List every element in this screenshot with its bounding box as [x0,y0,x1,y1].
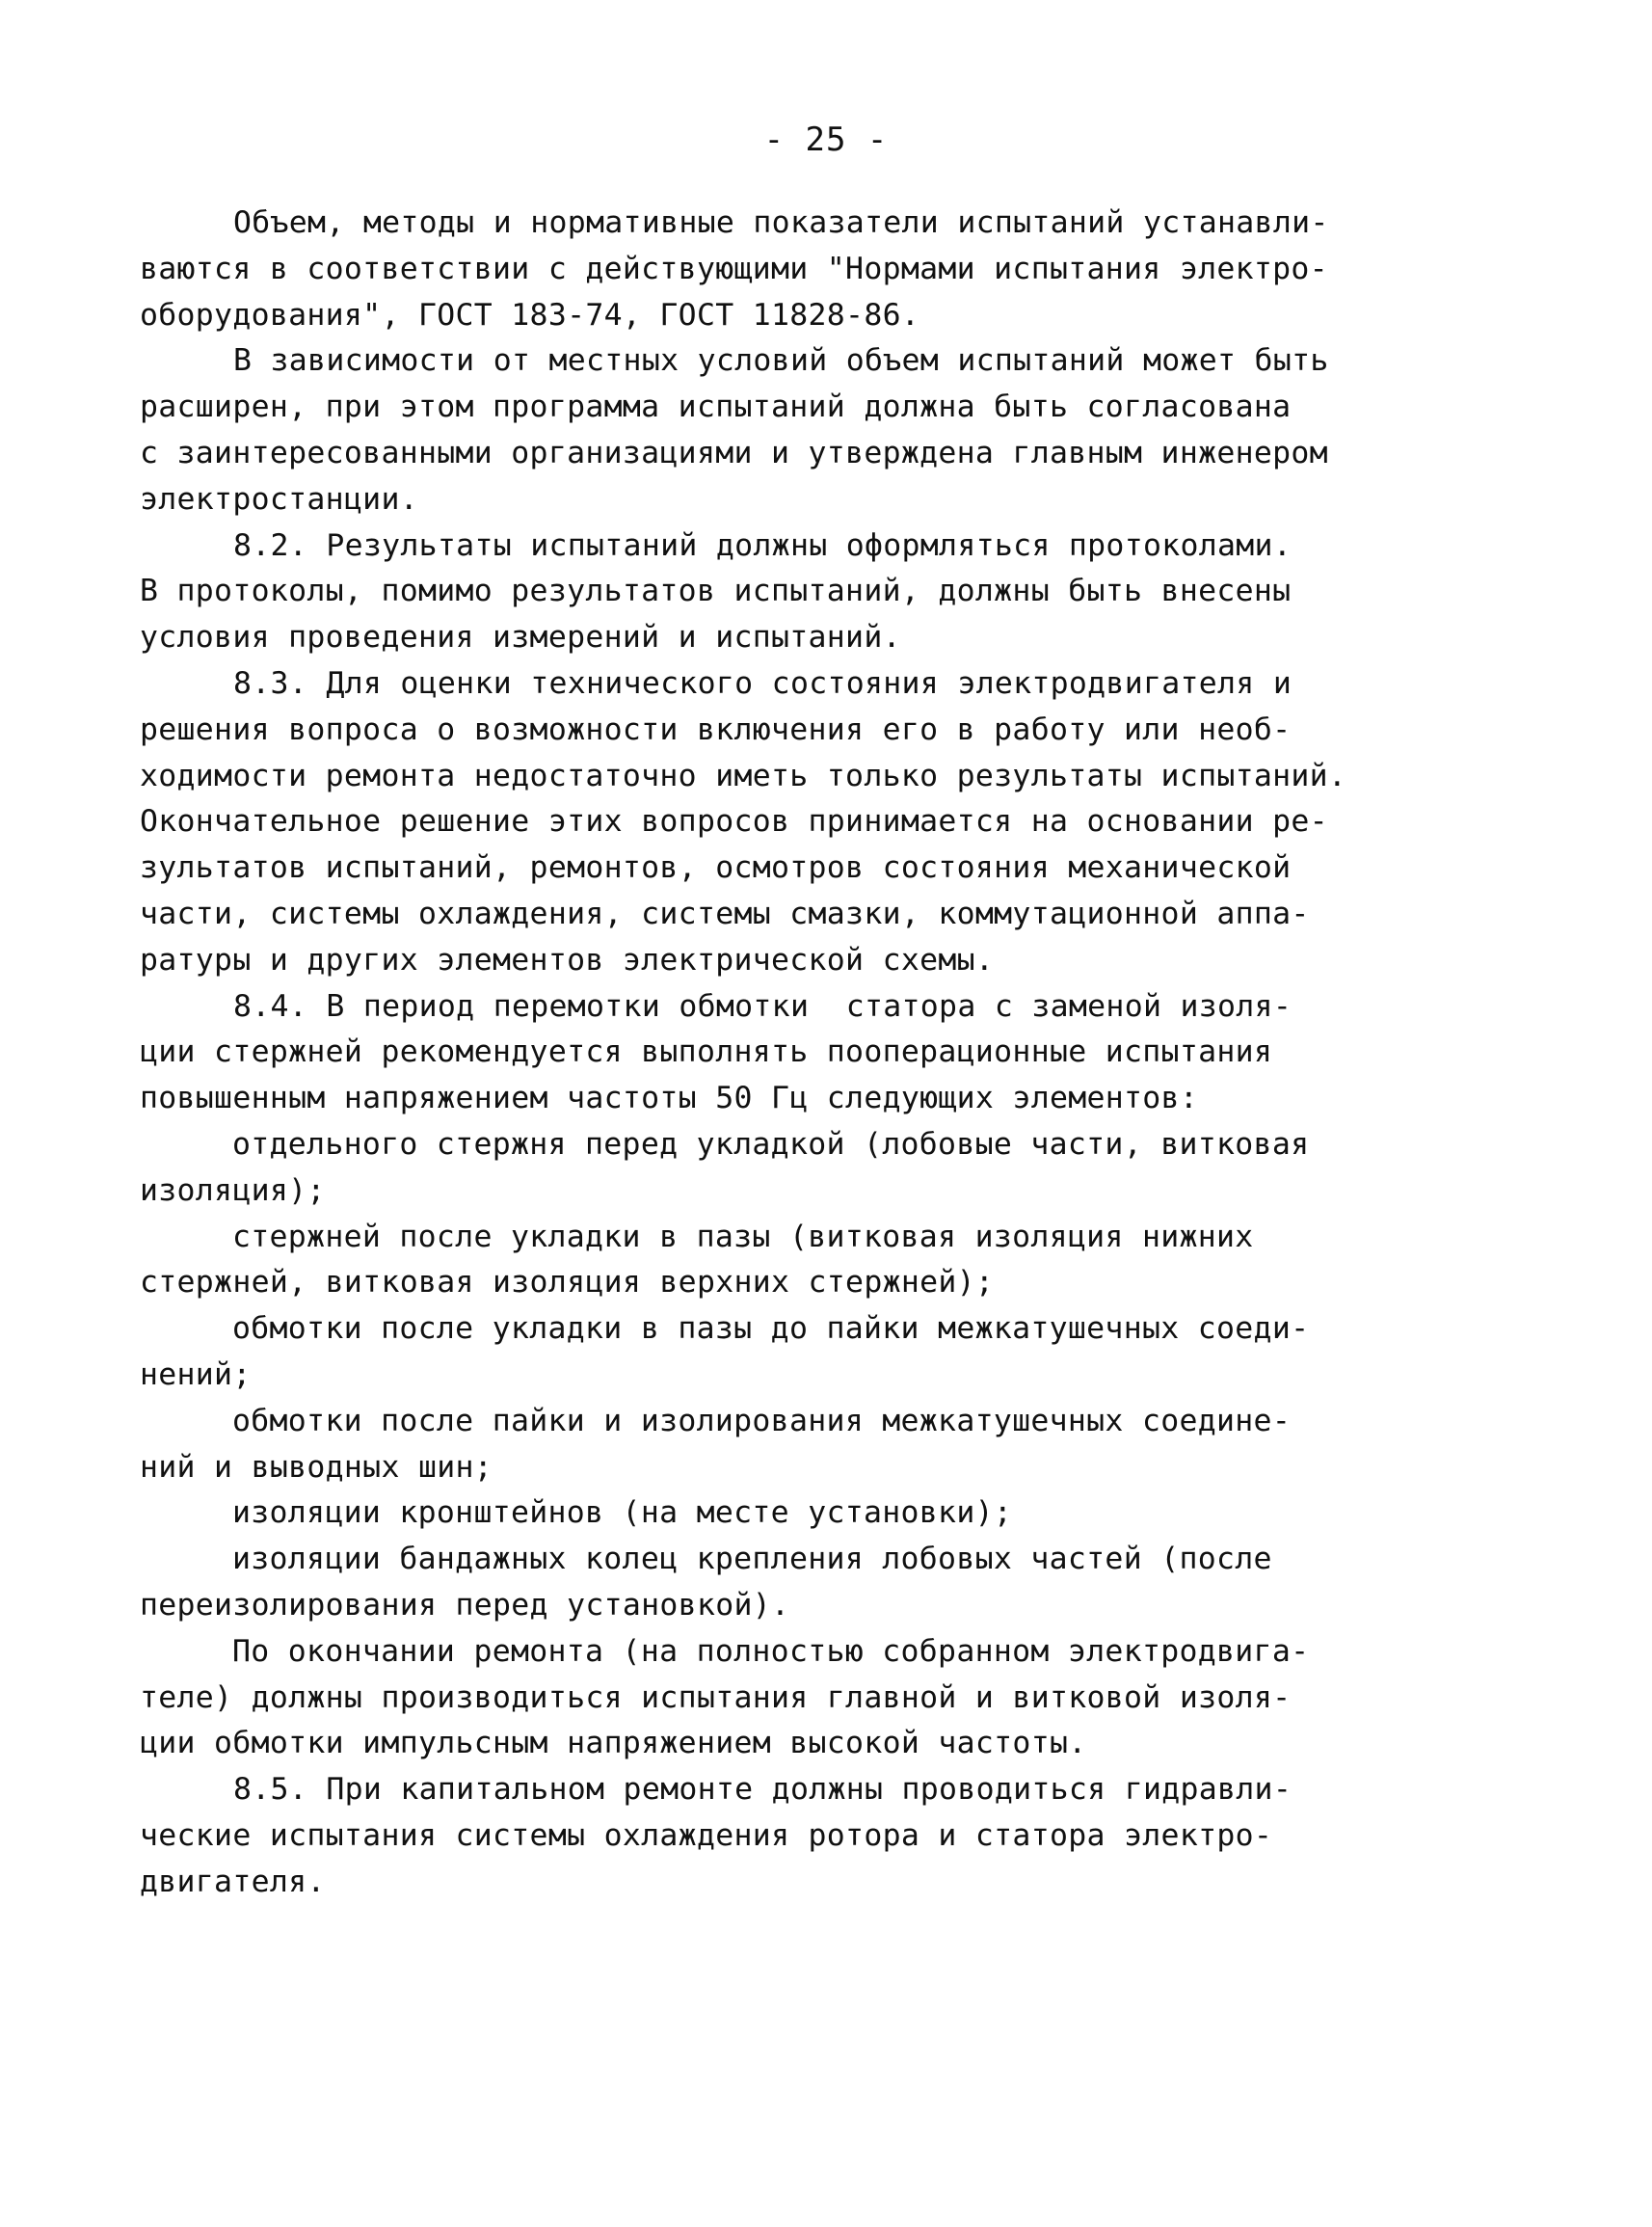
text-line: В зависимости от местных условий объем испытаний может быть [233,343,1329,379]
text-line: ции стержней рекомендуется выполнять пооперационные испытания [140,1034,1273,1070]
text-line: ции обмотки импульсным напряжением высокой частоты. [140,1726,1087,1761]
text-line: переизолирования перед установкой). [140,1587,790,1623]
text-line: ходимости ремонта недостаточно иметь только результаты испытаний. [140,758,1347,793]
list-item-line: обмотки после укладки в пазы до пайки межкатушечных соеди- [232,1311,1310,1347]
list-item-line: изоляции бандажных колец крепления лобовых частей (после [232,1542,1272,1577]
text-line: ний и выводных шин; [140,1449,493,1485]
document-body [140,201,1364,1905]
text-line: с заинтересованными организациями и утверждена главным инженером [140,435,1328,470]
text-line: нений; [140,1356,252,1392]
section-8-2-line: 8.2. Результаты испытаний должны оформляться протоколами. [233,527,1292,563]
text-line: части, системы охлаждения, системы смазки, коммутационной аппа- [140,896,1310,931]
text-line: расширен, при этом программа испытаний должна быть согласована [140,389,1292,425]
text-line: электростанции. [140,481,418,517]
text-line: теле) должны производиться испытания главной и витковой изоля- [140,1679,1292,1715]
text-line: зультатов испытаний, ремонтов, осмотров состояния механической [140,850,1292,886]
section-8-3-line: 8.3. Для оценки технического состояния электродвигателя и [233,665,1292,701]
text-line: условия проведения измерений и испытаний. [140,620,901,656]
list-item-line: отдельного стержня перед укладкой (лобовые части, витковая [232,1126,1310,1162]
text-line: оборудования", ГОСТ 183-74, ГОСТ 11828-86. [140,297,920,333]
list-item-line: стержней после укладки в пазы (витковая изоляция нижних [232,1219,1254,1254]
text-line: стержней, витковая изоляция верхних стержней); [140,1265,995,1301]
text-line: изоляция); [140,1172,326,1208]
text-line: ваются в соответствии с действующими "Нормами испытания электро- [140,251,1328,286]
text-line: В протоколы, помимо результатов испытаний, должны быть внесены [140,574,1292,609]
text-line: решения вопроса о возможности включения его в работу или необ- [140,711,1292,747]
list-item-line: обмотки после пайки и изолирования межкатушечных соедине- [232,1403,1292,1438]
text-line: двигателя. [140,1864,326,1899]
text-line: Объем, методы и нормативные показатели испытаний устанавли- [233,205,1329,240]
text-line: ческие испытания системы охлаждения ротора и статора электро- [140,1817,1273,1853]
list-item-line: изоляции кронштейнов (на месте установки); [232,1495,1013,1531]
text-line: ратуры и других элементов электрической схемы. [140,942,995,978]
section-8-4-line: 8.4. В период перемотки обмотки статора с заменой изоля- [233,988,1292,1024]
page-number: - 25 - [763,121,889,159]
text-line: Окончательное решение этих вопросов принимается на основании ре- [140,804,1328,840]
section-8-5-line: 8.5. При капитальном ремонте должны проводиться гидравли- [233,1772,1292,1808]
text-line: повышенным напряжением частоты 50 Гц следующих элементов: [140,1081,1199,1116]
text-line: По окончании ремонта (на полностью собранном электродвига- [232,1633,1310,1669]
